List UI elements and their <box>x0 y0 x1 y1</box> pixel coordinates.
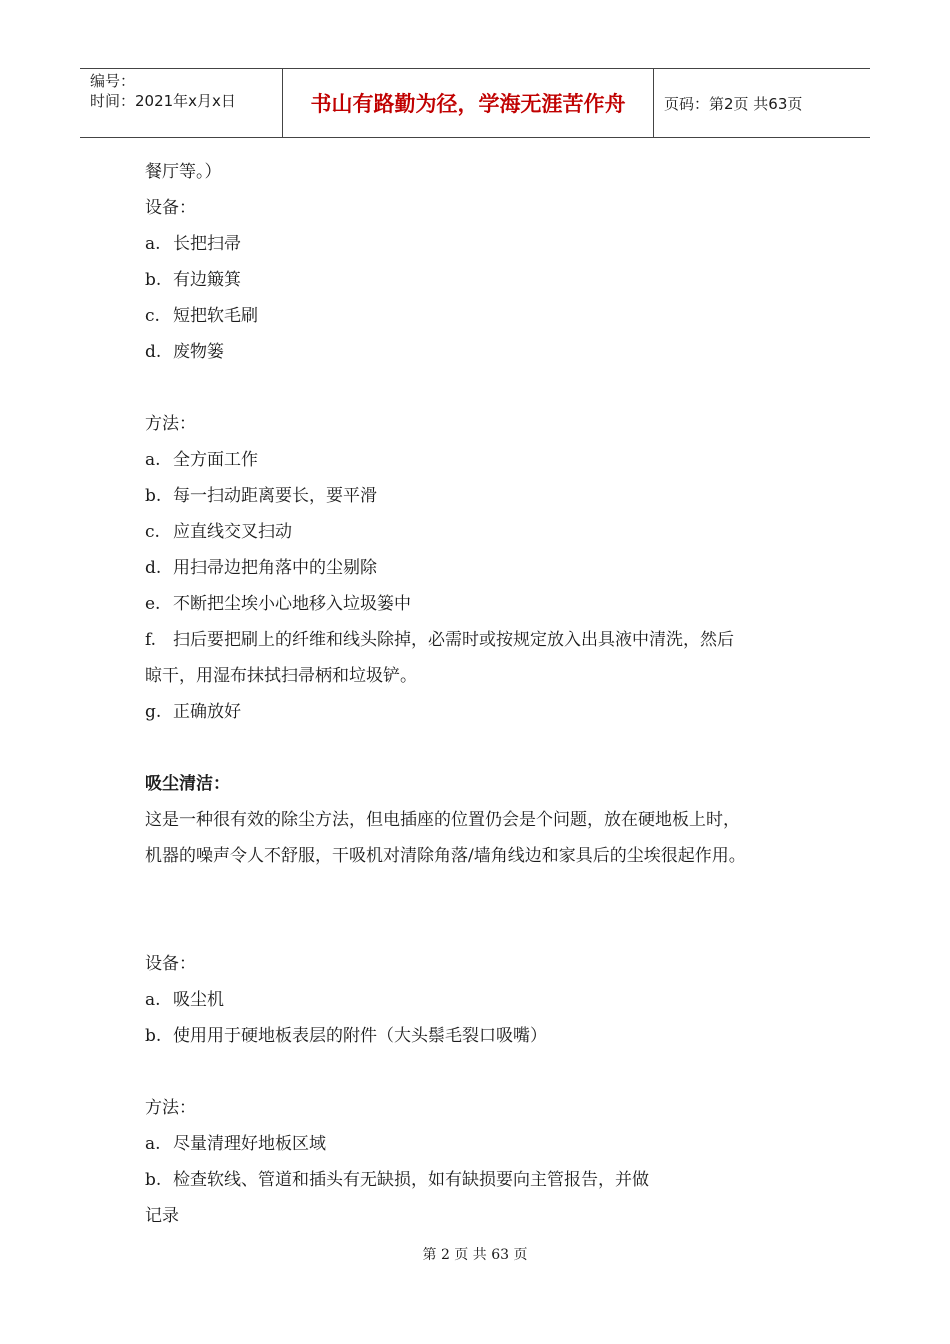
list-marker: c. <box>145 306 160 326</box>
motto: 书山有路勤为径，学海无涯苦作舟 <box>310 92 626 116</box>
list-marker: a. <box>145 1134 161 1154</box>
list-item <box>145 334 825 370</box>
list-text: 扫后要把刷上的纤维和线头除掉，必需时或按规定放入出具液中清洗，然后 <box>173 630 734 650</box>
list-marker: b. <box>145 1026 162 1046</box>
list-text: 正确放好 <box>173 702 241 722</box>
header-meta-cell <box>80 69 282 137</box>
list-item <box>145 1162 825 1198</box>
header-motto-cell <box>282 69 654 137</box>
spacer <box>145 370 825 406</box>
list-item <box>145 586 825 622</box>
section-title: 设备： <box>145 954 196 974</box>
list-item <box>145 694 825 730</box>
list-marker: a. <box>145 234 161 254</box>
list-item <box>145 1126 825 1162</box>
list-marker: b. <box>145 486 162 506</box>
number-label: 编号： <box>90 72 136 90</box>
text-line: 餐厅等。） <box>145 162 222 182</box>
document-body <box>145 154 825 1234</box>
list-marker: a. <box>145 450 161 470</box>
list-item <box>145 514 825 550</box>
list-text: 短把软毛刷 <box>173 306 258 326</box>
list-item <box>145 298 825 334</box>
list-text: 使用用于硬地板表层的附件（大头鬃毛裂口吸嘴） <box>173 1026 547 1046</box>
list-item <box>145 982 825 1018</box>
spacer <box>145 874 825 946</box>
section-title: 设备： <box>145 198 196 218</box>
text-line: 晾干，用湿布抹拭扫帚柄和垃圾铲。 <box>145 666 417 686</box>
spacer <box>145 730 825 766</box>
page-footer <box>0 1244 950 1264</box>
list-marker: b. <box>145 270 162 290</box>
section-title: 方法： <box>145 1098 196 1118</box>
list-text: 不断把尘埃小心地移入垃圾篓中 <box>173 594 411 614</box>
footer-page-number: 第 2 页 共 63 页 <box>422 1247 528 1263</box>
list-text: 全方面工作 <box>173 450 258 470</box>
list-text: 废物篓 <box>173 342 224 362</box>
list-text: 用扫帚边把角落中的尘剔除 <box>173 558 377 578</box>
page-header <box>80 68 870 138</box>
list-marker: d. <box>145 558 162 578</box>
list-text: 应直线交叉扫动 <box>173 522 292 542</box>
list-text: 检查软线、管道和插头有无缺损，如有缺损要向主管报告，并做 <box>173 1170 649 1190</box>
time-label: 时间：2021年x月x日 <box>90 92 236 110</box>
page-info: 页码：第2页 共63页 <box>664 94 803 113</box>
list-text: 尽量清理好地板区域 <box>173 1134 326 1154</box>
section-heading: 吸尘清洁： <box>145 774 230 794</box>
list-marker: g. <box>145 702 162 722</box>
list-text: 长把扫帚 <box>173 234 241 254</box>
text-line: 记录 <box>145 1206 179 1226</box>
list-marker: c. <box>145 522 160 542</box>
list-item <box>145 1018 825 1054</box>
list-item <box>145 622 825 658</box>
list-item <box>145 262 825 298</box>
list-marker: d. <box>145 342 162 362</box>
spacer <box>145 1054 825 1090</box>
list-item <box>145 478 825 514</box>
list-marker: a. <box>145 990 161 1010</box>
header-page-cell <box>654 69 870 137</box>
list-marker: b. <box>145 1170 162 1190</box>
list-text: 吸尘机 <box>173 990 224 1010</box>
paragraph-line: 机器的噪声令人不舒服，干吸机对清除角落/墙角线边和家具后的尘埃很起作用。 <box>145 846 746 866</box>
list-item <box>145 442 825 478</box>
list-text: 有边簸箕 <box>173 270 241 290</box>
paragraph-line: 这是一种很有效的除尘方法，但电插座的位置仍会是个问题，放在硬地板上时， <box>145 810 740 830</box>
list-item <box>145 226 825 262</box>
list-text: 每一扫动距离要长，要平滑 <box>173 486 377 506</box>
list-marker: e. <box>145 594 161 614</box>
list-item <box>145 550 825 586</box>
section-title: 方法： <box>145 414 196 434</box>
list-marker: f. <box>145 630 157 650</box>
